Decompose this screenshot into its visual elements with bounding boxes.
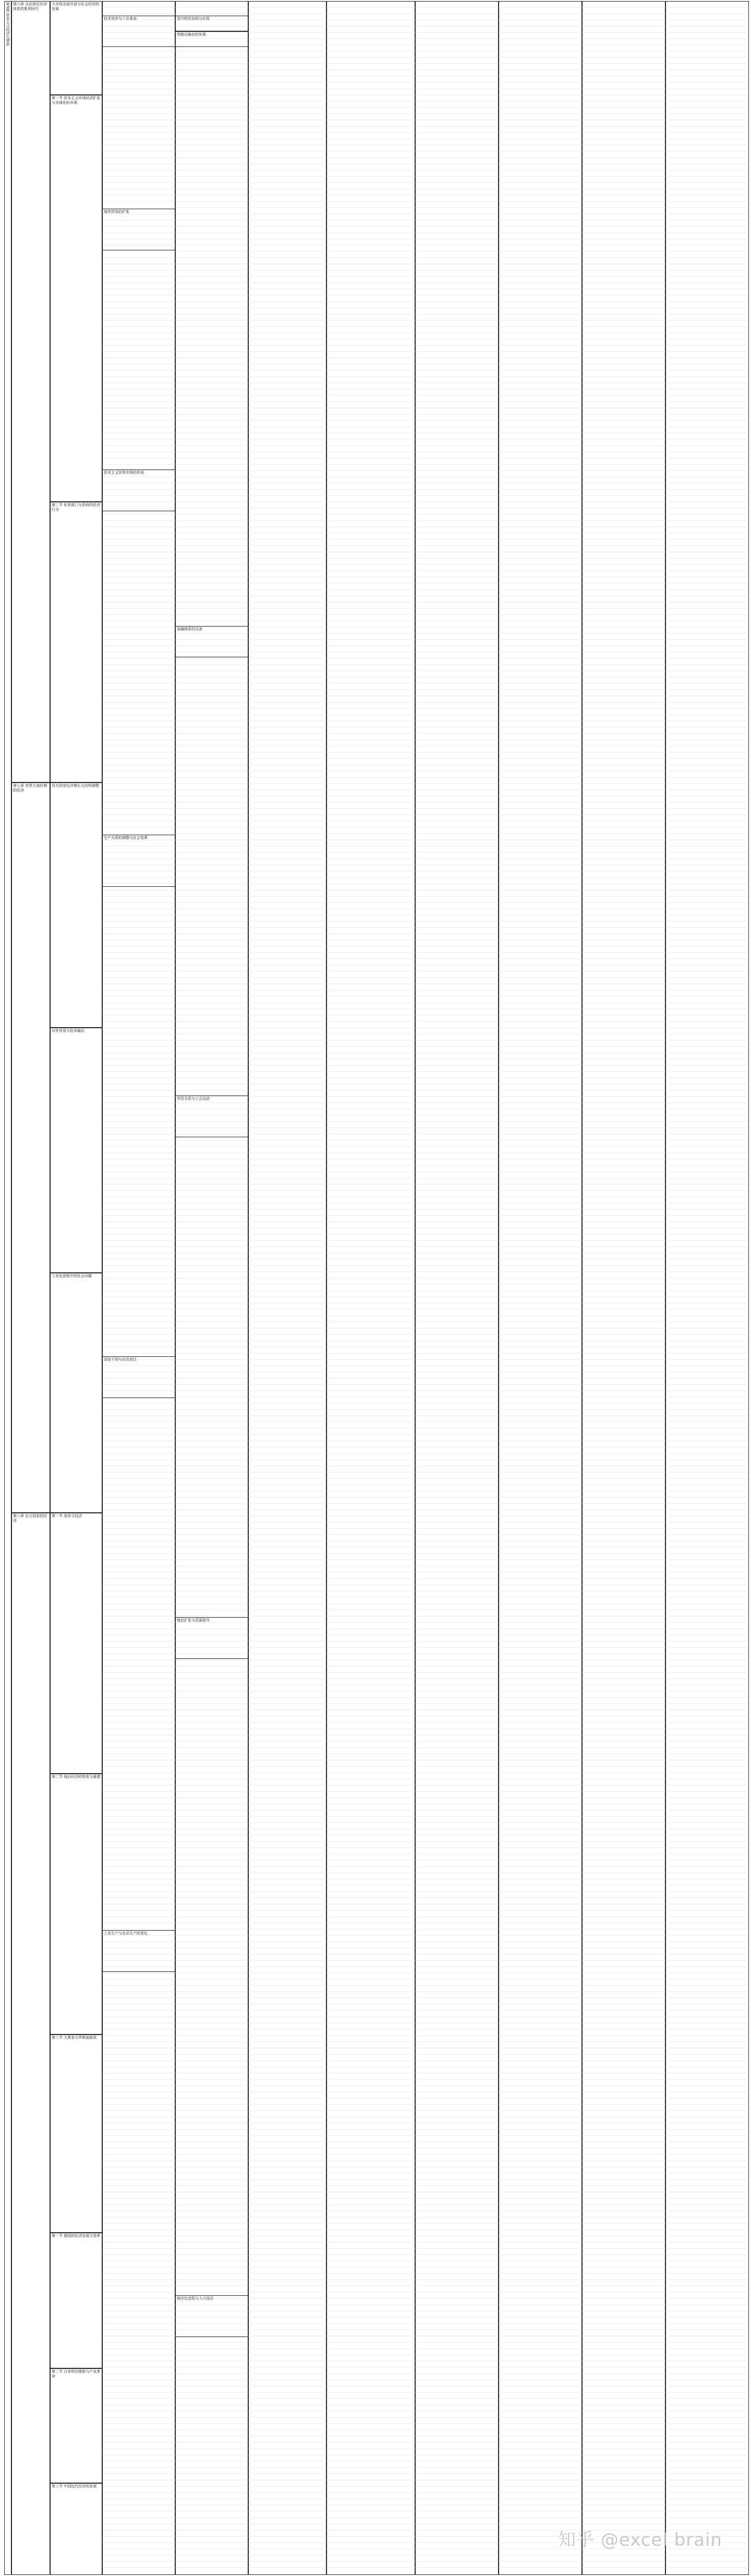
l2-label: 对外贸易与资本输出 (52, 1029, 84, 1033)
l2-label: 第二节 战后经济的恢复与重建 (52, 1775, 101, 1779)
note-cell (175, 1096, 248, 1137)
note-cell (175, 16, 248, 31)
section-label: 第七章 世界大战时期的经济 (13, 784, 47, 792)
note-cell (102, 16, 175, 47)
l2-cell (50, 1273, 102, 1513)
root-label-cell (4, 1, 11, 2575)
note-text: 技术进步与工业革命 (104, 17, 137, 21)
l2-cell (50, 1, 102, 95)
l2-label: 西方国家经济增长与结构调整 (52, 784, 99, 788)
l2-cell (50, 1028, 102, 1273)
note-text: 蒸汽机的发明与应用 (177, 17, 210, 21)
l2-label: 第一节 战争与经济 (52, 1514, 82, 1518)
note-cell (175, 626, 248, 657)
content-column (102, 1, 175, 2575)
l2-cell (50, 2035, 102, 2233)
l2-label: 第三节 大萧条与罗斯福新政 (52, 2036, 97, 2040)
l2-cell (50, 502, 102, 783)
note-text: 生产关系的调整与社会变革 (104, 836, 148, 840)
content-column (499, 1, 582, 2575)
note-cell (175, 31, 248, 47)
root-label: 第5篇 资本主义经济大萧条 (6, 2, 10, 46)
note-cell (102, 209, 175, 250)
l2-cell (50, 1513, 102, 1774)
section-cell-1 (11, 1, 50, 783)
l2-label: 工业化进程中的社会问题 (52, 1274, 92, 1278)
watermark: 知乎 @excel brain (558, 2530, 722, 2550)
note-cell (102, 1356, 175, 1398)
l2-label: 第一节 俄国的经济发展与变革 (52, 2234, 101, 2238)
note-cell (102, 470, 175, 511)
content-column (665, 1, 749, 2575)
note-cell (102, 1930, 175, 1972)
section-label: 第六章 自由放任经济体系的胜利时代 (13, 2, 47, 11)
note-text: 城市化进程与人口流动 (177, 2296, 213, 2301)
section-cell-3 (11, 1513, 50, 2575)
l2-cell (50, 2483, 102, 2575)
note-cell (175, 2295, 248, 2337)
l2-label: 第三节 中国近代经济的发展 (52, 2484, 97, 2488)
note-text: 殖民扩张与资源掠夺 (177, 1618, 210, 1622)
note-text: 海外贸易的扩张 (104, 210, 129, 214)
l2-cell (50, 2233, 102, 2368)
l2-label: 第二节 私营部门与政府的经济行为 (52, 503, 101, 512)
section-label: 第八章 东方国家的经济 (13, 1514, 47, 1523)
l2-cell (50, 1774, 102, 2035)
note-text: 资本主义世界市场的形成 (104, 471, 144, 475)
l2-label: 大市场全面开放与社会经济的发展 (52, 2, 99, 11)
note-text: 铁路运输业的发展 (177, 32, 206, 37)
note-text: 工业生产与农业生产的变化 (104, 1931, 148, 1935)
note-text: 劳资关系与工会运动 (177, 1097, 210, 1101)
content-column (175, 1, 248, 2575)
l2-label: 第二节 日本明治维新与产业革命 (52, 2369, 101, 2378)
l2-cell (50, 95, 102, 502)
content-column (415, 1, 499, 2575)
note-cell (102, 835, 175, 887)
content-column (582, 1, 665, 2575)
content-column (326, 1, 415, 2575)
l2-cell (50, 2368, 102, 2483)
content-column (248, 1, 326, 2575)
section-cell-2 (11, 783, 50, 1513)
l2-cell (50, 783, 102, 1028)
note-cell (175, 1617, 248, 1659)
note-text: 国家干预与自由放任 (104, 1357, 137, 1362)
note-text: 金融体系的完善 (177, 627, 202, 631)
l2-label: 第一节 资本主义市场经济扩张与全球化的开端 (52, 96, 101, 105)
